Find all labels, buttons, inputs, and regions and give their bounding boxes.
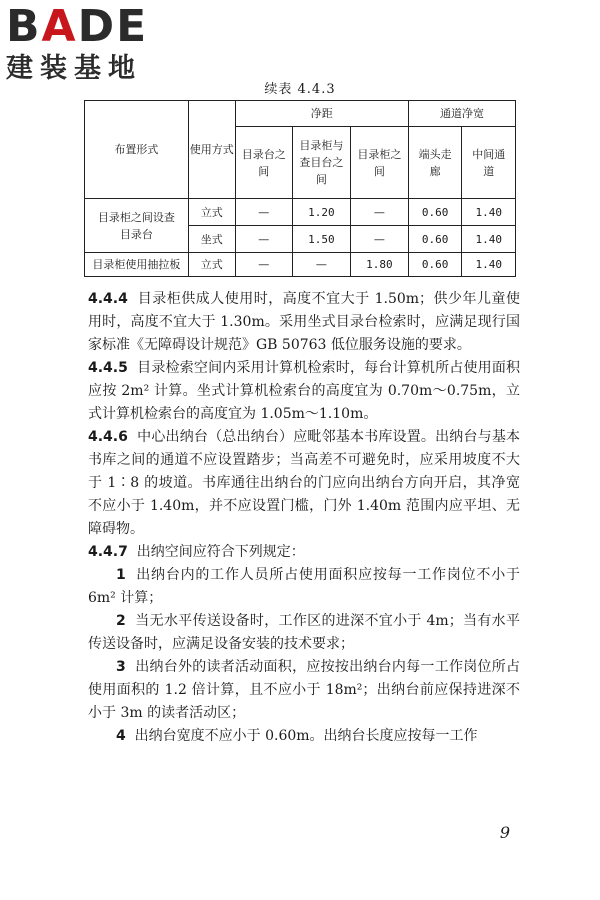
list-item [88, 564, 520, 610]
list-item [88, 610, 520, 656]
list-item [88, 656, 520, 725]
clause-text: 出纳空间应符合下列规定： [136, 544, 305, 560]
page-number: 9 [499, 823, 510, 842]
list-item [88, 725, 520, 748]
header-middle-passage: 中间通道 [462, 127, 516, 199]
clause-number: 4.4.4 [88, 291, 128, 307]
header-passage: 通道净宽 [408, 101, 515, 127]
spec-table [84, 100, 516, 277]
clause-4-4-7 [88, 541, 520, 564]
cell-clearance-2: 1.50 [292, 226, 350, 253]
logo-letter-b: B [6, 1, 42, 52]
item-number: 3 [116, 659, 126, 675]
header-layout: 布置形式 [85, 101, 189, 199]
logo-chinese-name: 建装基地 [6, 53, 142, 84]
table-row [85, 199, 516, 226]
clause-text: 中心出纳台（总出纳台）应毗邻基本书库设置。出纳台与基本书库之间的通道不应设置踏步；当高差不可避免时，应采用坡度不大于 1∶8 的坡道。书库通往出纳台的门应向出纳台方向开启，其净宽不应小于 1.40m，并不应设置门槛，门外 1.40m 范围内应平坦、无障碍物。 [88, 429, 521, 537]
cell-clearance-1: — [235, 226, 292, 253]
header-clearance: 净距 [235, 101, 408, 127]
cell-passage-2: 1.40 [462, 199, 516, 226]
clause-text: 目录检索空间内采用计算机检索时，每台计算机所占使用面积应按 2m² 计算。坐式计算机检索台的高度宜为 0.70m～0.75m，立式计算机检索台的高度宜为 1.05m～1.10m。 [88, 360, 521, 422]
cell-usage: 坐式 [188, 226, 235, 253]
clause-4-4-6 [88, 426, 520, 541]
cell-passage-2: 1.40 [462, 226, 516, 253]
cell-layout: 目录柜使用抽拉板 [85, 253, 189, 277]
clause-text: 目录柜供成人使用时，高度不宜大于 1.50m；供少年儿童使用时，高度不宜大于 1.30m。采用坐式目录台检索时，应满足现行国家标准《无障碍设计规范》GB 50763 低位服务设施的要求。 [88, 291, 520, 353]
item-number: 2 [116, 613, 126, 629]
table-row [85, 253, 516, 277]
logo-letter-a-accent: A [41, 1, 78, 52]
item-text: 出纳台宽度不应小于 0.60m。出纳台长度应按每一工作 [134, 728, 478, 744]
cell-layout: 目录柜之间设查目录台 [85, 199, 189, 253]
logo-letters-de: DE [77, 1, 149, 52]
cell-passage-1: 0.60 [408, 199, 462, 226]
logo-wordmark [6, 1, 176, 52]
cell-clearance-1: — [235, 253, 292, 277]
item-text: 出纳台外的读者活动面积，应按按出纳台内每一工作岗位所占使用面积的 1.2 倍计算，且不应小于 18m²；出纳台前应保持进深不小于 3m 的读者活动区； [88, 659, 521, 721]
header-cabinet-to-lookup-table: 目录柜与查目台之间 [292, 127, 350, 199]
cell-clearance-3: 1.80 [350, 253, 408, 277]
header-usage: 使用方式 [188, 101, 235, 199]
header-between-catalog-tables: 目录台之间 [235, 127, 292, 199]
cell-clearance-3: — [350, 226, 408, 253]
header-between-cabinets: 目录柜之间 [350, 127, 408, 199]
brand-logo [6, 1, 176, 86]
clause-number: 4.4.7 [88, 544, 128, 560]
cell-passage-1: 0.60 [408, 253, 462, 277]
clauses-body [88, 288, 520, 748]
table-caption: 续表 4.4.3 [264, 82, 336, 97]
cell-usage: 立式 [188, 199, 235, 226]
item-text: 当无水平传送设备时，工作区的进深不宜小于 4m；当有水平传送设备时，应满足设备安装的技术要求； [88, 613, 520, 652]
cell-clearance-2: 1.20 [292, 199, 350, 226]
cell-passage-2: 1.40 [462, 253, 516, 277]
cell-clearance-1: — [235, 199, 292, 226]
clause-number: 4.4.5 [88, 360, 128, 376]
clause-4-4-4 [88, 288, 520, 357]
item-number: 4 [116, 728, 126, 744]
table-header-row-1 [85, 101, 516, 127]
item-text: 出纳台内的工作人员所占使用面积应按每一工作岗位不小于 6m² 计算； [88, 567, 520, 606]
cell-passage-1: 0.60 [408, 226, 462, 253]
header-end-corridor: 端头走廊 [408, 127, 462, 199]
clause-4-4-5 [88, 357, 520, 426]
clause-number: 4.4.6 [88, 429, 128, 445]
cell-usage: 立式 [188, 253, 235, 277]
cell-clearance-2: — [292, 253, 350, 277]
cell-clearance-3: — [350, 199, 408, 226]
item-number: 1 [116, 567, 126, 583]
